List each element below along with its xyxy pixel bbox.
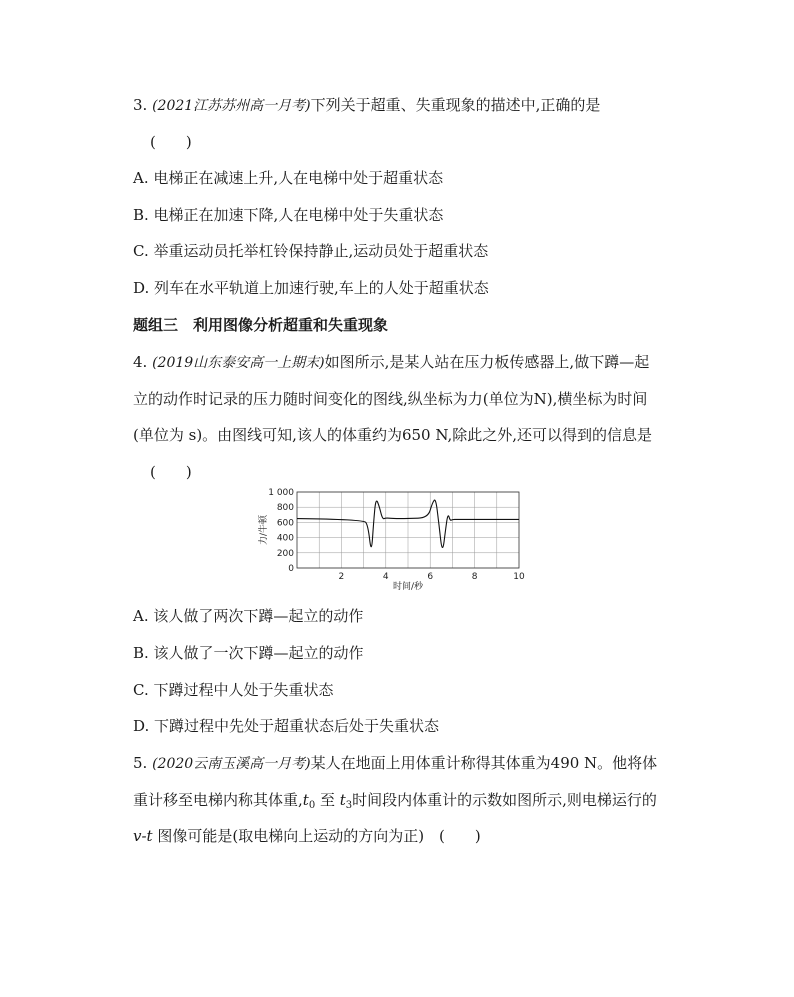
q5-line2-b: 至 xyxy=(315,791,340,809)
q3-answer-blank[interactable]: ( ) xyxy=(150,133,192,151)
q5-line3-rest: 图像可能是(取电梯向上运动的方向为正) ( ) xyxy=(152,827,481,845)
group3-title: 题组三 利用图像分析超重和失重现象 xyxy=(133,316,389,334)
q5-number: 5. xyxy=(133,754,148,772)
y-tick-labels xyxy=(268,488,294,574)
q5-t0-sub: 0 xyxy=(308,800,316,811)
q5-line2-c: 时间段内体重计的示数如图所示,则电梯运行的 xyxy=(352,791,657,809)
q3-option-a[interactable]: A. 电梯正在减速上升,人在电梯中处于超重状态 xyxy=(133,169,444,187)
chart-grid xyxy=(297,492,519,568)
q5-stem-line1 xyxy=(133,753,657,774)
q3-option-d[interactable]: D. 列车在水平轨道上加速行驶,车上的人处于超重状态 xyxy=(133,279,489,297)
q3-stem-text: 下列关于超重、失重现象的描述中,正确的是 xyxy=(310,96,601,114)
y-tick-label: 1 000 xyxy=(268,488,294,498)
q4-number: 4. xyxy=(133,353,148,371)
q4-option-c[interactable]: C. 下蹲过程中人处于失重状态 xyxy=(133,681,334,699)
q5-vt-var: v-t xyxy=(133,827,153,845)
y-tick-label: 600 xyxy=(276,518,294,529)
y-tick-label: 400 xyxy=(276,533,294,544)
q3-stem xyxy=(133,95,600,116)
q3-source: (2021江苏苏州高一月考) xyxy=(152,98,311,114)
x-tick-labels xyxy=(339,572,525,582)
q5-t3-var: t xyxy=(339,791,346,809)
q5-t3-sub: 3 xyxy=(345,800,353,811)
q4-answer-blank[interactable]: ( ) xyxy=(150,463,192,481)
x-tick-label: 4 xyxy=(382,572,389,582)
q4-stem-line1 xyxy=(133,352,649,373)
force-time-chart xyxy=(255,483,535,593)
q5-line2-a: 重计移至电梯内称其体重, xyxy=(133,791,303,809)
q4-stem-line2: 立的动作时记录的压力随时间变化的图线,纵坐标为力(单位为N),横坐标为时间 xyxy=(133,390,648,408)
x-tick-label: 2 xyxy=(338,572,345,582)
q4-stem-line3: (单位为 s)。由图线可知,该人的体重约为650 N,除此之外,还可以得到的信息是 xyxy=(133,426,653,444)
q5-stem-line2 xyxy=(133,790,657,816)
x-tick-label: 10 xyxy=(513,572,525,582)
q3-number: 3. xyxy=(133,96,148,114)
q4-stem-text-1: 如图所示,是某人站在压力板传感器上,做下蹲—起 xyxy=(324,353,650,371)
y-tick-label: 800 xyxy=(276,503,294,514)
q4-option-d[interactable]: D. 下蹲过程中先处于超重状态后处于失重状态 xyxy=(133,717,440,735)
q5-stem-line3 xyxy=(133,826,481,846)
q4-option-a[interactable]: A. 该人做了两次下蹲—起立的动作 xyxy=(133,607,364,625)
x-axis-label: 时间/秒 xyxy=(392,582,424,592)
x-tick-label: 8 xyxy=(471,572,478,582)
q4-source: (2019山东泰安高一上期末) xyxy=(152,355,325,371)
q4-option-b[interactable]: B. 该人做了一次下蹲—起立的动作 xyxy=(133,644,364,662)
y-tick-label: 200 xyxy=(276,548,294,559)
x-tick-label: 6 xyxy=(427,572,434,582)
q5-source: (2020云南玉溪高一月考) xyxy=(152,756,311,772)
y-tick-label: 0 xyxy=(288,564,294,574)
q5-t0-var: t xyxy=(302,791,309,809)
q3-option-c[interactable]: C. 举重运动员托举杠铃保持静止,运动员处于超重状态 xyxy=(133,242,489,260)
q3-option-b[interactable]: B. 电梯正在加速下降,人在电梯中处于失重状态 xyxy=(133,206,444,224)
y-axis-label: 力/牛顿 xyxy=(259,514,269,546)
q5-stem-text-1: 某人在地面上用体重计称得其体重为490 N。他将体 xyxy=(310,754,658,772)
